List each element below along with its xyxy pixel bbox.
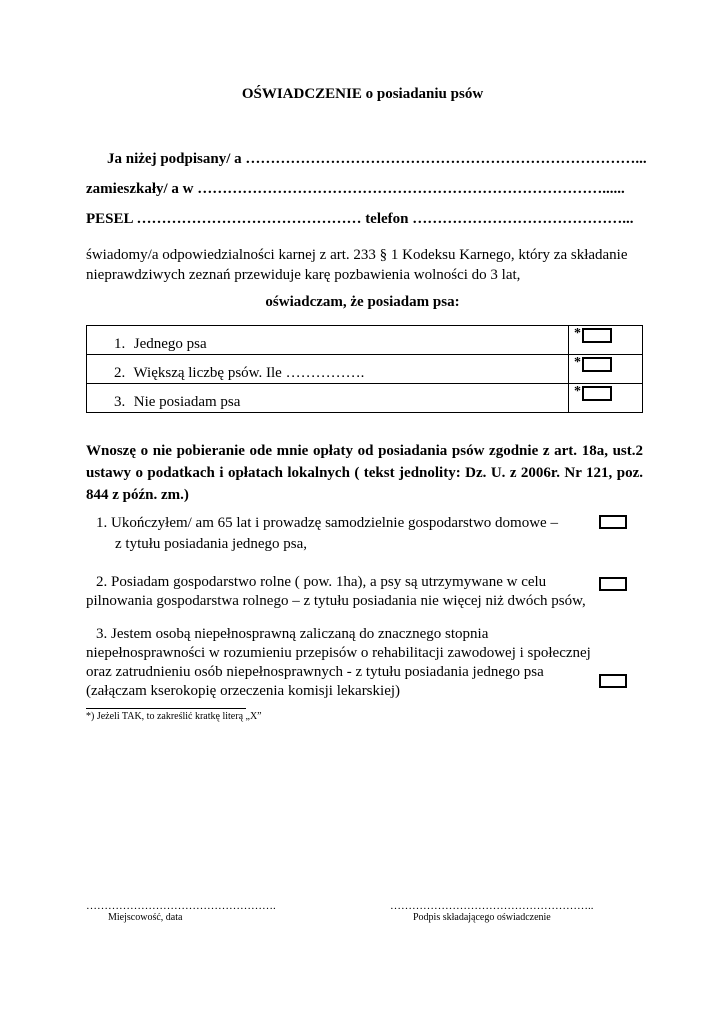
exemption-line: pilnowania gospodarstwa rolnego – z tytułu posiadania nie więcej niż dwóch psów, bbox=[86, 593, 586, 609]
option-label bbox=[87, 355, 569, 384]
liability-statement: świadomy/a odpowiedzialności karnej z art. 233 § 1 Kodeksu Karnego, który za składanie nieprawdziwych zeznań przewiduje karę pozbawienia wolności do 3 lat, bbox=[86, 247, 628, 283]
address-field-line[interactable]: zamieszkały/ a w ………………………………………………………………………...... bbox=[86, 181, 625, 197]
footnote-asterisk: * bbox=[574, 384, 581, 399]
name-field-line[interactable]: Ja niżej podpisany/ a ……………………………………………………………………... bbox=[107, 151, 647, 167]
footnote-asterisk: * bbox=[574, 355, 581, 370]
option-number: 3. bbox=[114, 394, 126, 410]
option-number: 2. bbox=[114, 365, 126, 381]
exemption-line: 1. Ukończyłem/ am 65 lat i prowadzę samodzielnie gospodarstwo domowe – bbox=[96, 515, 558, 531]
exemption-item-2 bbox=[86, 573, 586, 611]
option-label bbox=[87, 326, 569, 355]
table-row bbox=[87, 384, 643, 413]
exemption-line: 2. Posiadam gospodarstwo rolne ( pow. 1ha), a psy są utrzymywane w celu bbox=[96, 574, 547, 590]
exemption-checkbox-3[interactable] bbox=[599, 674, 627, 688]
option-number: 1. bbox=[114, 336, 126, 352]
signature-label: Podpis składającego oświadczenie bbox=[413, 912, 551, 923]
place-date-line[interactable]: ……………………………………………. bbox=[86, 900, 276, 912]
exemption-line: (załączam kserokopię orzeczenia komisji lekarskiej) bbox=[86, 683, 401, 699]
option-text: Większą liczbę psów. Ile ……………. bbox=[133, 365, 365, 381]
option-checkbox[interactable] bbox=[582, 357, 612, 372]
option-text: Nie posiadam psa bbox=[133, 394, 241, 410]
dog-options-table bbox=[86, 325, 643, 413]
footnote: *) Jeżeli TAK, to zakreślić kratkę literą „X” bbox=[86, 711, 262, 722]
fee-exemption-request: Wnoszę o nie pobieranie ode mnie opłaty od posiadania psów zgodnie z art. 18a, ust.2 ustawy o podatkach i opłatach lokalnych ( tekst jednolity: Dz. U. z 2006r. Nr 121, poz. 844 z późn. zm.) bbox=[86, 443, 643, 503]
exemption-item-3 bbox=[86, 625, 591, 701]
place-date-label: Miejscowość, data bbox=[108, 912, 183, 923]
option-checkbox[interactable] bbox=[582, 386, 612, 401]
signature-line[interactable]: ……………………………………………….. bbox=[390, 900, 594, 912]
exemption-checkbox-1[interactable] bbox=[599, 515, 627, 529]
option-checkbox-cell bbox=[569, 326, 643, 355]
exemption-line: z tytułu posiadania jednego psa, bbox=[115, 536, 308, 552]
document-title: OŚWIADCZENIE o posiadaniu psów bbox=[241, 86, 484, 102]
exemption-item-1 bbox=[86, 514, 558, 554]
footnote-asterisk: * bbox=[574, 326, 581, 341]
exemption-checkbox-2[interactable] bbox=[599, 577, 627, 591]
exemption-line: oraz zatrudnieniu osób niepełnosprawnych - z tytułu posiadania jednego psa bbox=[86, 664, 544, 680]
exemption-line: 3. Jestem osobą niepełnosprawną zaliczaną do znacznego stopnia bbox=[96, 626, 489, 642]
exemption-line: niepełnosprawności w rozumieniu przepisów o rehabilitacji zawodowej i społecznej bbox=[86, 645, 591, 661]
option-text: Jednego psa bbox=[133, 336, 207, 352]
option-label bbox=[87, 384, 569, 413]
option-checkbox-cell bbox=[569, 384, 643, 413]
pesel-phone-field-line[interactable]: PESEL ……………………………………… telefon ……………………………………... bbox=[86, 211, 634, 227]
table-row bbox=[87, 326, 643, 355]
option-checkbox-cell bbox=[569, 355, 643, 384]
table-row bbox=[87, 355, 643, 384]
option-checkbox[interactable] bbox=[582, 328, 612, 343]
footnote-divider bbox=[86, 708, 246, 709]
declaration-heading: oświadczam, że posiadam psa: bbox=[265, 294, 460, 310]
